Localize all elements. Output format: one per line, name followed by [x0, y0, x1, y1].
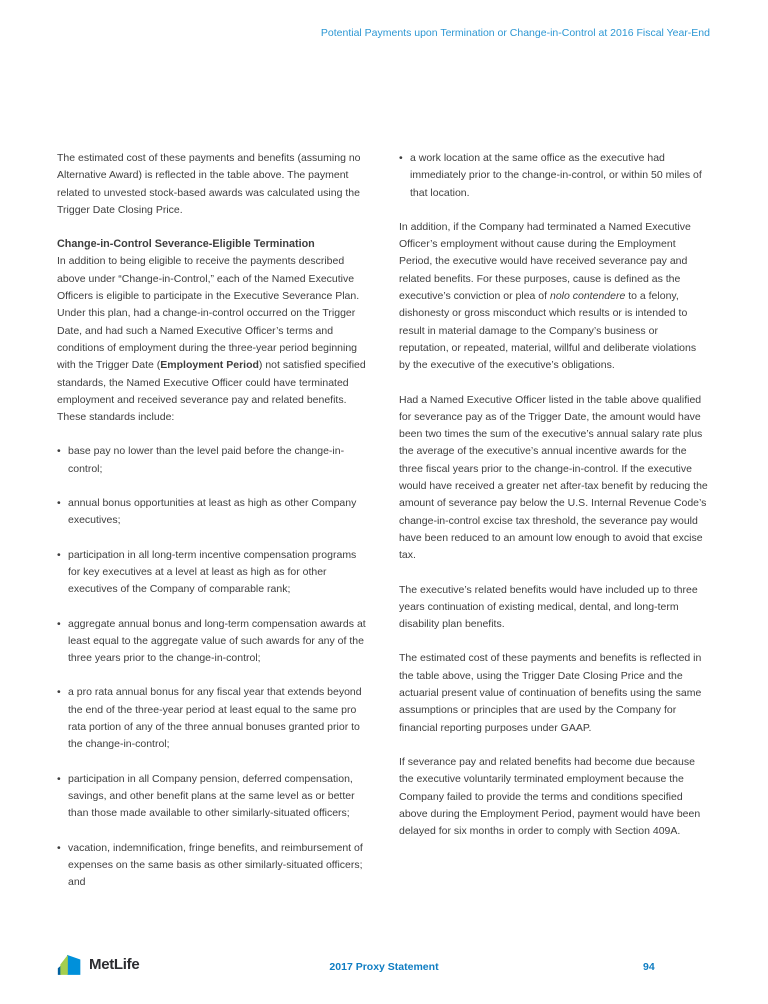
paragraph-text: In addition to being eligible to receive the payments described above under “Change-in-Control,” each of the Named Executive Officers is eligible to participate in the Executive Severance Plan. Under this plan, had a change-in-control occurred on the Trigger Date, and had such a Named Executive Officer’s terms and conditions of employment during the three-year period beginning with the Trigger Date (: [57, 255, 360, 372]
paragraph-text: ) not satisfied specified standards, the Named Executive Officer could have terminated employment and received severance pay and related benefits. These standards include:: [57, 359, 366, 424]
list-item: [57, 616, 368, 668]
paragraph: The estimated cost of these payments and benefits (assuming no Alternative Award) is reflected in the table above. The payment related to unvested stock-based awards was calculated using the Trigger Date Closing Price.: [57, 152, 361, 216]
metlife-wordmark: MetLife: [89, 956, 140, 973]
list-item: [57, 495, 368, 530]
list-item-text: annual bonus opportunities at least as high as other Company executives;: [68, 497, 357, 527]
list-item-text: vacation, indemnification, fringe benefits, and reimbursement of expenses on the same basis as other similarly-situated officers; and: [68, 841, 363, 889]
section-heading: Change-in-Control Severance-Eligible Termination: [57, 238, 315, 251]
paragraph: [57, 253, 368, 426]
list-item: [399, 150, 710, 202]
standards-bullet-list-continued: [399, 150, 710, 202]
list-item: [57, 771, 368, 823]
paragraph: The estimated cost of these payments and benefits is reflected in the table above, using the Trigger Date Closing Price and the actuarial present value of continuation of benefits using the same assumptions or principles that are used by the Company for financial reporting purposes under GAAP.: [399, 652, 702, 734]
list-item-text: participation in all long-term incentive compensation programs for key executives at a level at least as high as for other executives of the Company of comparable rank;: [68, 548, 357, 596]
list-item: [57, 840, 368, 892]
paragraph-text: to a felony, dishonesty or gross misconduct which results or is intended to result in material damage to the Company’s business or reputation, or repeated, material, willful and deliberate violations by the executive of the executive’s obligations.: [399, 290, 697, 372]
left-column: [57, 150, 368, 908]
paragraph: [399, 219, 710, 375]
list-item: [57, 684, 368, 753]
paragraph-text: In addition, if the Company had terminated a Named Executive Officer’s employment without cause during the Employment Period, the executive would have received severance pay and related benefits. For these purposes, cause is defined as the executive’s conviction or plea of: [399, 220, 691, 303]
footer-document-title: 2017 Proxy Statement: [329, 961, 439, 973]
defined-term-employment-period: Employment Period: [160, 359, 259, 372]
running-header-title: Potential Payments upon Termination or Change-in-Control at 2016 Fiscal Year-End: [320, 27, 710, 39]
list-item: [57, 443, 368, 478]
list-item-text: a work location at the same office as the executive had immediately prior to the change-in-control, or within 50 miles of that location.: [410, 152, 702, 199]
standards-bullet-list: [57, 443, 368, 891]
paragraph: If severance pay and related benefits had become due because the executive voluntarily terminated employment because the Company failed to provide the terms and conditions specified above during the Employment Period, payment would have been delayed for six months in order to comply with Section 409A.: [399, 755, 701, 838]
list-item-text: a pro rata annual bonus for any fiscal year that extends beyond the end of the three-year period at least equal to the same pro rata portion of any of the three annual bonuses granted prior to the change-in-control;: [68, 686, 362, 751]
page-footer: [0, 950, 768, 990]
list-item-text: aggregate annual bonus and long-term compensation awards at least equal to the aggregate value of such awards for any of the three years prior to the change-in-control;: [68, 617, 366, 665]
list-item: [57, 547, 368, 599]
page-content: [57, 150, 710, 908]
paragraph: The executive’s related benefits would have included up to three years continuation of existing medical, dental, and long-term disability plan benefits.: [399, 583, 698, 631]
running-header: [57, 27, 710, 40]
paragraph: Had a Named Executive Officer listed in the table above qualified for severance pay as of the Trigger Date, the amount would have been two times the sum of the executive’s annual salary rate plus the average of the executive’s annual incentive awards for the three fiscal years prior to the change-in-control. If the executive would have received a greater net after-tax benefit by reducing the amount of severance pay below the U.S. Internal Revenue Code’s change-in-control excise tax threshold, the severance pay would have been reduced to an amount low enough to avoid that excise tax.: [399, 393, 708, 562]
list-item-text: participation in all Company pension, deferred compensation, savings, and other benefit plans at the same level as or better than those made available to other similarly-situated officers;: [68, 772, 355, 820]
right-column: [399, 150, 710, 908]
list-item-text: base pay no lower than the level paid before the change-in-control;: [68, 445, 345, 475]
latin-term-nolo-contendere: nolo contendere: [549, 290, 626, 303]
page-number: 94: [643, 961, 655, 973]
